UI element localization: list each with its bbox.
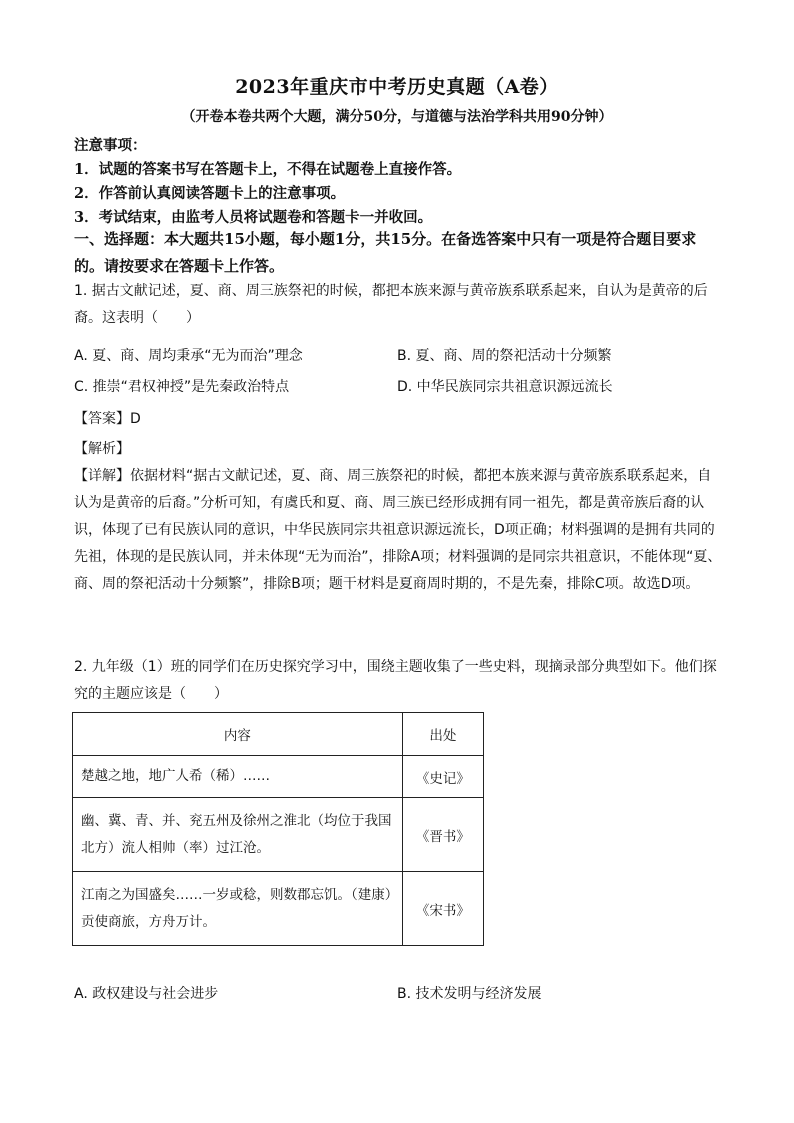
table-header-source: 出处 [402,713,483,756]
analysis-label: 【解析】 [74,441,130,457]
notes-item-2: 2．作答前认真阅读答题卡上的注意事项。 [74,185,346,202]
question-1-detail: 【详解】依据材料“据古文献记述，夏、商、周三族祭祀的时候，都把本族来源与黄帝族系联系起来，自认为是黄帝的后裔。”分析可知，有虞氏和夏、商、周三族已经形成拥有同一祖先，都是黄帝族后裔的认识，体现了已有民族认同的意识，中华民族同宗共祖意识源远流长，D项正确；材料强调的是拥有共同的先祖，体现的是民族认同，并未体现“无为而治”，排除A项；材料强调的是同宗共祖意识，不能体现“夏、商、周的祭祀活动十分频繁”，排除B项；题干材料是夏商周时期的，不是先秦，排除C项。故选D项。 [74,468,722,592]
table-header-content: 内容 [73,713,403,756]
notes-item-3: 3．考试结束，由监考人员将试题卷和答题卡一并收回。 [74,209,433,226]
section-heading: 一、选择题：本大题共15小题，每小题1分，共15分。在备选答案中只有一项是符合题目要求的。请按要求在答题卡上作答。 [74,230,697,275]
table-cell-content: 江南之为国盛矣……一岁或稔，则数郡忘饥。（建康）贡使商旅，方舟万计。 [73,872,403,946]
notes-heading: 注意事项： [74,137,147,154]
source-table [72,712,484,946]
question-2-stem: 2. 九年级（1）班的同学们在历史探究学习中，围绕主题收集了一些史料，现摘录部分典型如下。他们探究的主题应该是（ ） [74,659,717,702]
page-title: 2023年重庆市中考历史真题（A卷） [235,76,559,98]
page-subtitle: （开卷本卷共两个大题，满分50分，与道德与法治学科共用90分钟） [181,109,613,125]
answer-label: 【答案】D [74,411,141,427]
notes-item-1: 1．试题的答案书写在答题卡上，不得在试题卷上直接作答。 [74,161,462,178]
question-1-option-b: B. 夏、商、周的祭祀活动十分频繁 [397,348,612,364]
table-cell-content: 楚越之地，地广人希（稀）…… [73,756,403,798]
question-2-option-b: B. 技术发明与经济发展 [397,986,542,1002]
table-row [73,798,484,872]
question-1-stem: 1. 据古文献记述，夏、商、周三族祭祀的时候，都把本族来源与黄帝族系联系起来，自认为是黄帝的后裔。这表明（ ） [74,283,708,326]
table-header-row [73,713,484,756]
question-1-option-c: C. 推崇“君权神授”是先秦政治特点 [74,379,290,395]
question-1-option-a: A. 夏、商、周均秉承“无为而治”理念 [74,348,303,364]
question-2-option-a: A. 政权建设与社会进步 [74,986,219,1002]
table-cell-source: 《史记》 [402,756,483,798]
table-cell-source: 《宋书》 [402,872,483,946]
table-row [73,872,484,946]
table-row [73,756,484,798]
question-1-option-d: D. 中华民族同宗共祖意识源远流长 [397,379,613,395]
table-cell-source: 《晋书》 [402,798,483,872]
table-cell-content: 幽、冀、青、并、兖五州及徐州之淮北（均位于我国北方）流人相帅（率）过江沧。 [73,798,403,872]
